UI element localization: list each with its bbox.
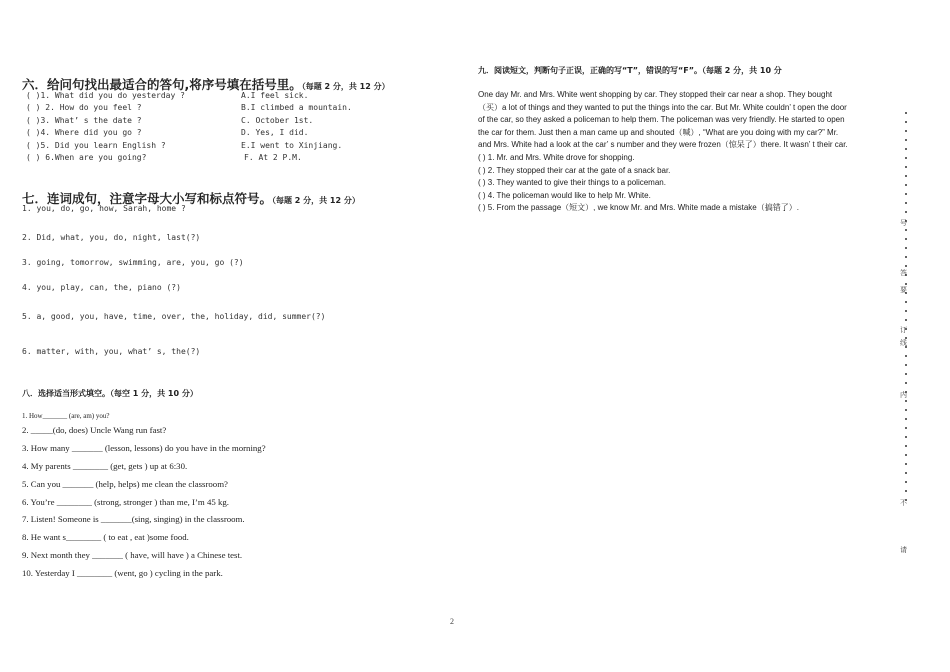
binding-dot [905, 382, 907, 384]
question-row: ( )1. What did you do yesterday ? A.I feel sick. [26, 91, 309, 100]
answer-option: D. Yes, I did. [241, 128, 309, 137]
fill-blank-item: 7. Listen! Someone is _______(sing, singing) in the classroom. [22, 514, 245, 524]
binding-dot [905, 310, 907, 312]
sentence-item: 4. you, play, can, the, piano (?) [22, 283, 181, 292]
sentence-item: 3. going, tomorrow, swimming, are, you, go (?) [22, 258, 244, 267]
sentence-item: 5. a, good, you, have, time, over, the, holiday, did, summer(?) [22, 312, 326, 321]
tf-statement: ( ) 4. The policeman would like to help Mr. White. [478, 190, 651, 200]
answer-option: C. October 1st. [241, 116, 314, 125]
binding-dot [905, 454, 907, 456]
question-row: ( )3. What’ s the date ? C. October 1st. [26, 116, 314, 125]
binding-dot [905, 301, 907, 303]
fill-blank-item: 5. Can you _______ (help, helps) me clean the classroom? [22, 479, 228, 489]
section6-title: 六．给问句找出最适合的答句,将序号填在括号里。（每题 2 分，共 12 分） [22, 77, 390, 92]
question-row: ( ) 2. How do you feel ? B.I climbed a mountain. [26, 103, 352, 112]
binding-dot [905, 247, 907, 249]
margin-char: 订 [900, 326, 907, 334]
binding-dot [905, 211, 907, 213]
fill-blank-item: 9. Next month they _______ ( have, will have ) a Chinese test. [22, 550, 243, 560]
binding-dot [905, 436, 907, 438]
binding-dot [905, 355, 907, 357]
question-row: ( )4. Where did you go ? D. Yes, I did. [26, 128, 309, 137]
passage-line: One day Mr. and Mrs. White went shopping by car. They stopped their car near a shop. They bought [478, 90, 833, 99]
section9-title: 九．阅读短文，判断句子正误，正确的写“T”，错误的写“F”。（每题 2 分，共 10 分 [478, 66, 782, 75]
margin-char: 号 [900, 219, 907, 227]
binding-dot [905, 373, 907, 375]
margin-char: 内 [900, 391, 907, 399]
section7-title: 七．连词成句，注意字母大小写和标点符号。（每题 2 分，共 12 分） [22, 191, 360, 206]
margin-char: 答 [900, 269, 907, 277]
reading-passage [478, 89, 883, 215]
margin-char: 要 [900, 286, 907, 294]
fill-blank-item: 10. Yesterday I ________ (went, go ) cycling in the park. [22, 568, 223, 578]
answer-option: F. At 2 P.M. [244, 153, 302, 162]
sentence-item: 1. you, do, go, how, Sarah, home ? [22, 204, 186, 213]
binding-dot [905, 130, 907, 132]
section8-title: 八．选择适当形式填空。（每空 1 分，共 10 分） [22, 389, 198, 398]
binding-dot [905, 256, 907, 258]
question-row: ( ) 6.When are you going? F. At 2 P.M. [26, 153, 302, 162]
binding-dot [905, 364, 907, 366]
tf-statement: ( ) 2. They stopped their car at the gate of a snack bar. [478, 165, 671, 175]
fill-blank-item: 3. How many _______ (lesson, lessons) do you have in the morning? [22, 443, 266, 453]
answer-option: E.I went to Xinjiang. [241, 141, 343, 150]
binding-dot [905, 463, 907, 465]
binding-dot [905, 319, 907, 321]
binding-dot [905, 121, 907, 123]
binding-dot [905, 193, 907, 195]
margin-char: 不 [900, 499, 907, 507]
question-row: ( )5. Did you learn English ? E.I went to Xinjiang. [26, 141, 343, 150]
answer-option: A.I feel sick. [241, 91, 309, 100]
binding-dot [905, 445, 907, 447]
binding-dot [905, 139, 907, 141]
passage-line: （买）a lot of things and they wanted to put the things into the car. But Mr. White couldn’ t open the door [478, 102, 847, 112]
binding-dot [905, 418, 907, 420]
binding-dot [905, 166, 907, 168]
passage-line: and Mrs. White had a look at the car’ s number and they were frozen（惊呆了）there. It wasn’ t their car. [478, 140, 848, 150]
binding-dotted-line [905, 112, 911, 502]
answer-option: B.I climbed a mountain. [241, 103, 352, 112]
binding-dot [905, 427, 907, 429]
binding-dot [905, 400, 907, 402]
binding-dot [905, 481, 907, 483]
binding-dot [905, 472, 907, 474]
binding-dot [905, 238, 907, 240]
binding-dot [905, 157, 907, 159]
binding-dot [905, 202, 907, 204]
page-number: 2 [450, 617, 454, 626]
fill-blank-item: 8. He want s________ ( to eat , eat )some food. [22, 532, 189, 542]
margin-char: 请 [900, 546, 907, 554]
binding-dot [905, 175, 907, 177]
fill-blank-item: 4. My parents ________ (get, gets ) up at 6:30. [22, 461, 188, 471]
fill-blank-item: 1. How_______ (are, am) you? [22, 412, 110, 420]
binding-dot [905, 265, 907, 267]
fill-blank-item: 2. _____(do, does) Uncle Wang run fast? [22, 425, 167, 435]
binding-dot [905, 229, 907, 231]
fill-blank-item: 6. You’re ________ (strong, stronger ) than me, I’m 45 kg. [22, 497, 229, 507]
tf-statement: ( ) 1. Mr. and Mrs. White drove for shopping. [478, 152, 635, 162]
tf-statement: ( ) 3. They wanted to give their things to a policeman. [478, 178, 666, 188]
binding-dot [905, 148, 907, 150]
passage-line: of the car, so they asked a policeman to help them. The policeman was very friendly. He started to open [478, 115, 845, 125]
margin-char: 线 [900, 339, 907, 347]
binding-dot [905, 490, 907, 492]
tf-statement: ( ) 5. From the passage（短文）, we know Mr. and Mrs. White made a mistake（搞错了）. [478, 203, 799, 213]
passage-line: the car for them. Just then a man came up and shouted（喊）, “What are you doing with my car?” Mr. [478, 127, 839, 137]
sentence-item: 6. matter, with, you, what’ s, the(?) [22, 347, 201, 356]
binding-dot [905, 184, 907, 186]
sentence-item: 2. Did, what, you, do, night, last(?) [22, 233, 201, 242]
binding-dot [905, 112, 907, 114]
binding-dot [905, 409, 907, 411]
